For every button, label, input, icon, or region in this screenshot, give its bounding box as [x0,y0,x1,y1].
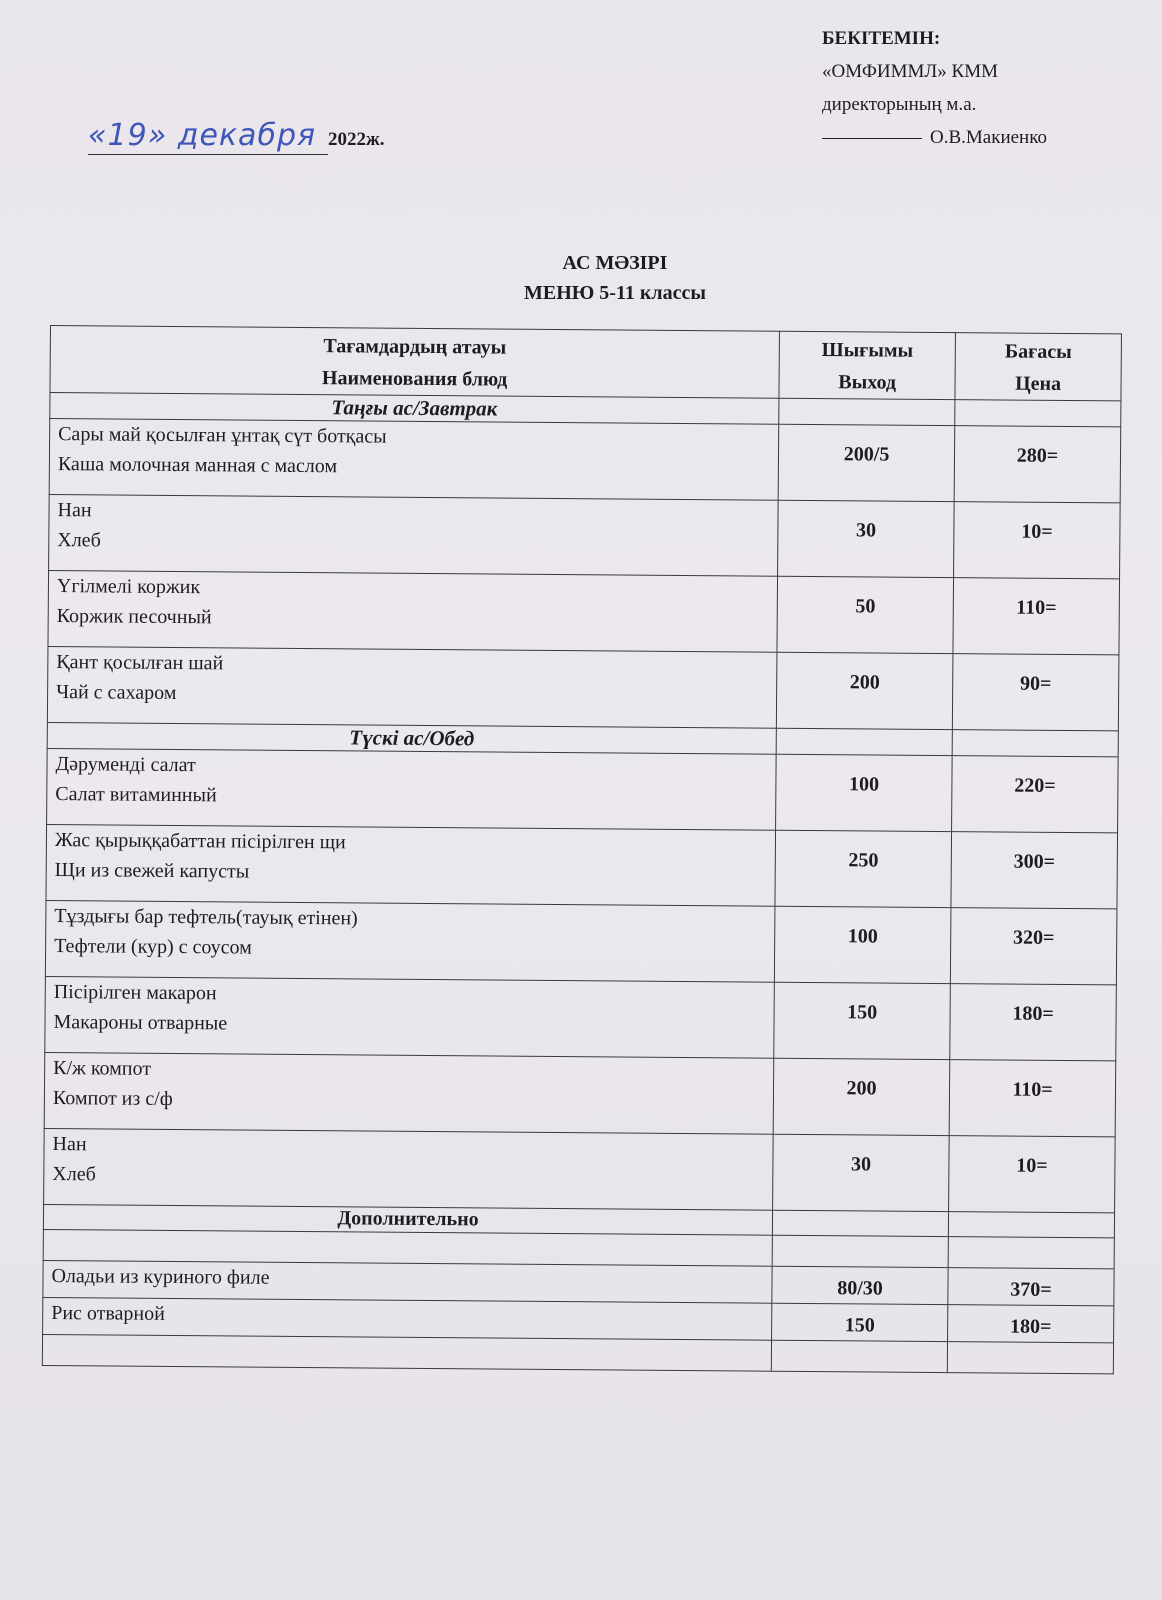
table-row [47,646,1119,730]
dish-name [47,646,777,728]
dish-name [48,570,778,652]
dish-price: 110= [949,1060,1115,1137]
dish-name-kz: Сары май қосылған ұнтақ сүт ботқасы [58,423,387,448]
dish-price: 280= [954,426,1120,503]
empty-cell [776,728,952,755]
dish-name-kz: Тұздығы бар тефтель(тауық етінен) [54,905,358,930]
empty-cell [955,400,1121,427]
dish-name-kz: Дәруменді салат [55,753,196,777]
dish-name-kz: К/ж компот [53,1057,152,1080]
table-row [44,1128,1116,1212]
dish-name-ru: Компот из с/ф [52,1087,173,1110]
header-name-ru: Наименования блюд [321,367,508,391]
handwritten-date: «19» декабря [88,118,328,155]
dish-name: Рис отварной [43,1297,772,1340]
header-output-ru: Выход [838,371,897,394]
dish-name-kz: Жас қырыққабаттан пісірілген щи [54,829,346,854]
section-label-lunch: Түскі ас/Обед [47,722,776,754]
date-year: 2022ж. [328,129,385,150]
empty-cell [948,1212,1114,1238]
dish-name [44,1052,774,1134]
dish-name [45,900,775,982]
table-row [45,976,1117,1060]
table-row [49,494,1121,578]
section-label-extra: Дополнительно [43,1204,772,1235]
dish-output: 200 [773,1058,950,1135]
header-price-ru: Цена [1015,372,1062,395]
table-row [46,824,1118,908]
dish-name-kz: Нан [57,499,92,522]
dish-name-kz: Пісірілген макарон [53,981,217,1005]
approval-position: директорының м.а. [822,94,977,115]
dish-output: 150 [774,982,951,1059]
dish-name-ru: Каша молочная манная с маслом [57,453,338,478]
dish-price: 90= [952,654,1118,731]
header-price [955,333,1121,401]
dish-name-ru: Хлеб [52,1163,96,1186]
dish-name [45,976,775,1058]
dish-price: 10= [949,1136,1115,1213]
approval-heading: БЕКІТЕМІН: [822,28,941,49]
header-output-kz: Шығымы [821,339,914,362]
dish-price: 320= [950,908,1116,985]
dish-name-ru: Макароны отварные [53,1011,228,1035]
signature-blank [822,138,922,139]
dish-name [49,494,779,576]
dish-name-kz: Нан [52,1133,87,1156]
dish-name-ru: Щи из свежей капусты [54,859,250,883]
approval-signatory: О.В.Макиенко [930,127,1047,148]
header-price-kz: Бағасы [1004,340,1072,364]
dish-name: Оладьи из куриного филе [43,1260,772,1303]
empty-cell [948,1237,1114,1269]
dish-price: 110= [953,578,1119,655]
dish-output: 30 [773,1134,950,1211]
dish-price: 220= [952,756,1118,833]
dish-output: 80/30 [772,1266,948,1304]
table-row [44,1052,1116,1136]
dish-price: 10= [954,502,1120,579]
header-name [50,326,780,399]
dish-name [46,824,776,906]
dish-output: 200/5 [778,424,955,501]
dish-output: 250 [775,830,952,907]
empty-cell [952,730,1118,757]
empty-cell [772,1235,948,1267]
table-row [45,900,1117,984]
empty-cell [947,1342,1113,1374]
dish-price: 370= [948,1268,1114,1306]
section-label-breakfast: Таңғы ас/Завтрак [50,393,779,425]
empty-cell [42,1334,771,1371]
table-row [48,570,1120,654]
table-header-row [50,326,1121,401]
menu-table [42,325,1122,1374]
dish-output: 50 [777,576,954,653]
dish-name-kz: Үгілмелі коржик [56,575,201,599]
dish-price: 180= [948,1305,1114,1343]
dish-output: 100 [774,906,951,983]
empty-cell [772,1210,948,1236]
approval-org: «ОМФИММЛ» КММ [822,61,998,82]
dish-output: 100 [776,754,953,831]
header-name-kz: Тағамдардың атауы [323,335,507,359]
menu-title-kz: АС МӘЗІРІ [562,252,668,274]
empty-cell [779,398,955,425]
menu-title-ru: МЕНЮ 5-11 классы [524,282,706,304]
empty-cell [771,1340,947,1372]
dish-name-ru: Салат витаминный [55,783,217,807]
menu-title [0,248,1162,308]
approval-signature-line [822,121,1047,154]
approval-block [822,22,1047,154]
dish-price: 180= [950,984,1116,1061]
dish-name [47,748,777,830]
dish-output: 200 [776,652,953,729]
dish-name-ru: Хлеб [57,529,101,552]
dish-name [49,419,779,501]
dish-name-ru: Тефтели (кур) с соусом [54,935,252,959]
dish-name-ru: Коржик песочный [56,605,212,629]
dish-name [44,1128,774,1210]
table-row [49,419,1121,503]
dish-output: 30 [778,500,955,577]
dish-output: 150 [772,1303,948,1341]
dish-name-kz: Қант қосылған шай [56,651,224,675]
dish-name-ru: Чай с сахаром [56,681,177,705]
table-row [47,748,1119,832]
date-line [88,118,385,155]
dish-price: 300= [951,832,1117,909]
header-output [779,331,956,399]
